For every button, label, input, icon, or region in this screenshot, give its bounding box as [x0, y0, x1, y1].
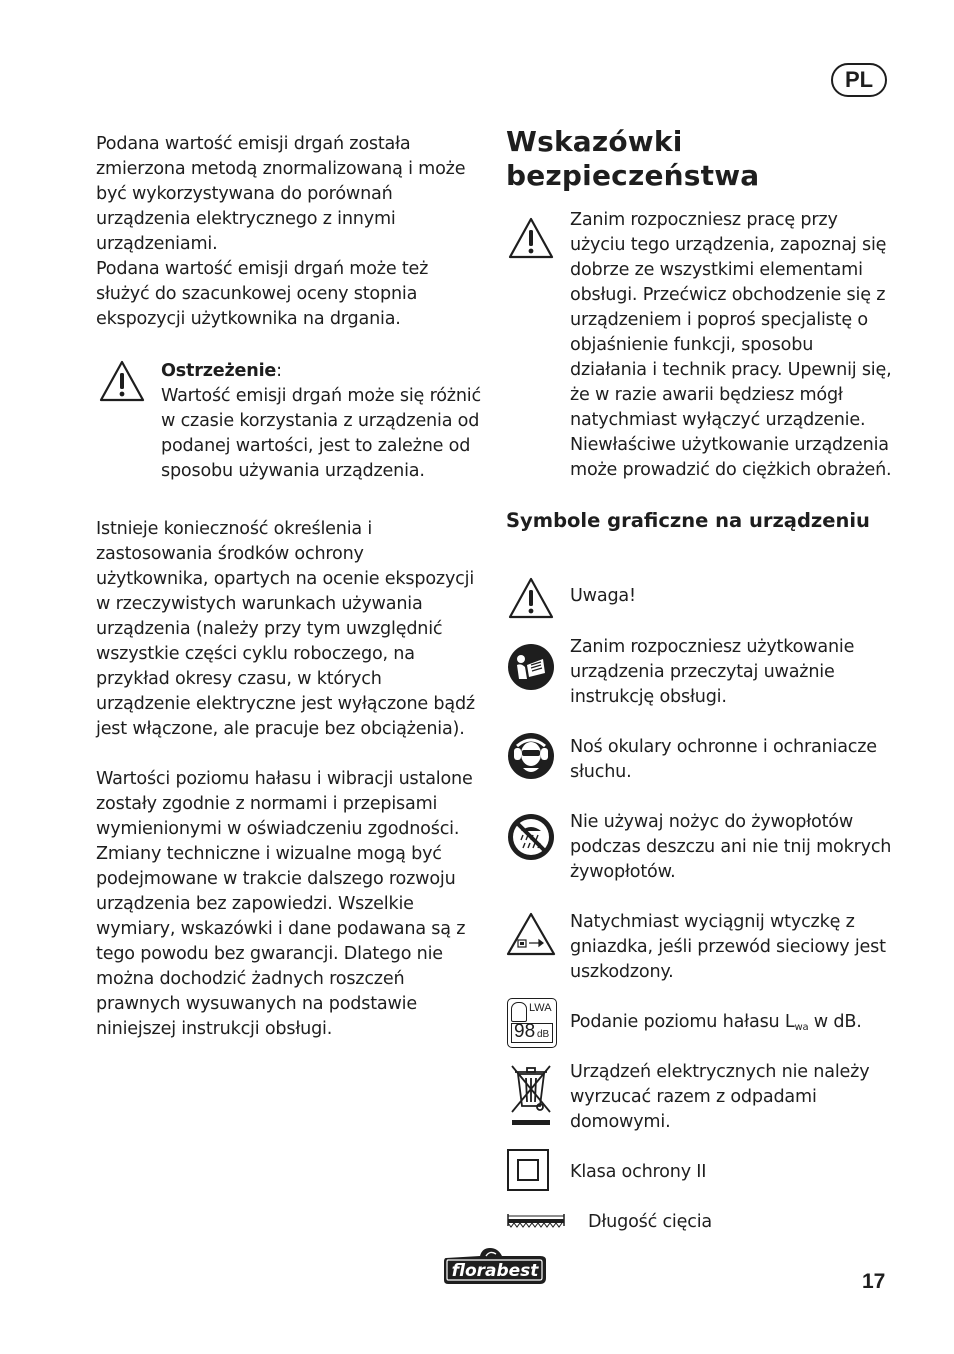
eye-ear-protection-icon: [507, 732, 555, 780]
symbol-text: [570, 1010, 892, 1040]
safety-intro-text: Zanim rozpoczniesz pracę przy użyciu tego urządzenia, zapoznaj się dobrze ze wszystkimi elementami obsługi. Przećwicz obchodzenie się z urządzeniem i poproś specjalistę o objaśnienie funkcji, sposobu działania i technik pracy. Upewnij się, że w razie awarii będziesz mógł natychmiast wyłączyć urządzenie. Niewłaściwe użytkowanie urządzenia może prowadzić do ciężkich obrażeń.: [570, 210, 892, 480]
sound-text-before: Podanie poziomu hałasu L: [570, 1012, 795, 1032]
symbols-heading-wrap: [506, 509, 891, 533]
safety-heading: Wskazówki bezpieczeństwa: [506, 125, 760, 192]
symbol-text: Uwaga!: [570, 586, 636, 606]
warning-title: Ostrzeżenie: [161, 361, 277, 381]
symbol-text: Noś okulary ochronne i ochraniacze słuchu.: [570, 737, 877, 782]
sound-level-unit: dB: [537, 1029, 550, 1040]
logo-text: florabest: [451, 1261, 539, 1281]
sound-level-icon: [507, 998, 557, 1048]
symbol-text: Natychmiast wyciągnij wtyczkę z gniazdka, jeśli przewód sieciowy jest uszkodzony.: [570, 912, 886, 982]
protection-class-ii-icon: [507, 1149, 549, 1191]
sound-text-after: w dB.: [808, 1012, 862, 1032]
paragraph-vibration-measurement: Podana wartość emisji drgań została zmierzona metodą znormalizowaną i może być wykorzystywana do porównań urządzenia elektrycznego z innymi urządzeniami.: [96, 134, 466, 254]
sound-level-label: LWA: [529, 1002, 552, 1014]
right-column: [506, 125, 891, 193]
read-manual-icon: [507, 643, 555, 691]
warning-triangle-icon: [508, 576, 554, 620]
warning-body: Wartość emisji drgań może się różnić w czasie korzystania z urządzenia od podanej wartości, jest to zależne od sposobu używania urządzenia.: [161, 386, 481, 481]
warning-triangle-icon: [508, 216, 554, 260]
left-column: [96, 132, 481, 1042]
paragraph-standards: Wartości poziomu hałasu i wibracji ustalone zostały zgodnie z normami i przepisami wymienionymi w oświadczeniu zgodności. Zmiany techniczne i wizualne mogą być podejmowane w trakcie dalszego rozwoju urządzenia bez zapowiedzi. Wszelkie wymiary, wskazówki i dane podawana są z tego powodu bez gwarancji. Dlatego nie można dochodzić żadnych roszczeń prawnych wysuwanych na podstawie niniejszej instrukcji obsługi.: [96, 769, 473, 1039]
warning-colon: :: [276, 361, 282, 381]
warning-text-block: [161, 359, 481, 484]
florabest-logo: [442, 1244, 548, 1286]
sound-level-value: 98: [514, 1021, 536, 1042]
sound-ear-glyph: [511, 1002, 527, 1022]
sound-text-sub: wa: [794, 1022, 809, 1033]
cutting-length-icon: [506, 1210, 566, 1230]
unplug-warning-icon: [506, 912, 556, 956]
paragraph-protection-measures: Istnieje konieczność określenia i zastosowania środków ochrony użytkownika, opartych na ocenie ekspozycji w rzeczywistych warunkach używania urządzenia (należy przy tym uwzględnić wszystkie części cyklu roboczego, na przykład okresy czasu, w których urządzenie elektryczne jest wyłączone bądź jest włączone, ale pracuje bez obciążenia).: [96, 519, 475, 739]
symbol-text: Urządzeń elektrycznych nie należy wyrzucać razem z odpadami domowymi.: [570, 1062, 870, 1132]
symbol-text: Nie używaj nożyc do żywopłotów podczas deszczu ani nie tnij mokrych żywopłotów.: [570, 812, 892, 882]
page-number: 17: [862, 1270, 886, 1293]
sound-value-box: [511, 1023, 553, 1043]
warning-title-line: [161, 359, 481, 384]
warning-triangle-icon: [99, 359, 145, 403]
symbol-text: Długość cięcia: [588, 1212, 712, 1232]
symbols-heading: Symbole graficzne na urządzeniu: [506, 509, 870, 532]
paragraph-vibration-exposure: Podana wartość emisji drgań może też służyć do szacunkowej oceny stopnia ekspozycji użytkownika na drgania.: [96, 259, 429, 329]
no-rain-icon: [507, 813, 555, 861]
language-badge: PL: [831, 63, 887, 97]
symbol-text: Klasa ochrony II: [570, 1162, 707, 1182]
symbol-text: Zanim rozpoczniesz użytkowanie urządzenia przeczytaj uważnie instrukcję obsługi.: [570, 637, 855, 707]
weee-bin-icon: [506, 1060, 556, 1130]
vibration-warning: [96, 359, 481, 509]
